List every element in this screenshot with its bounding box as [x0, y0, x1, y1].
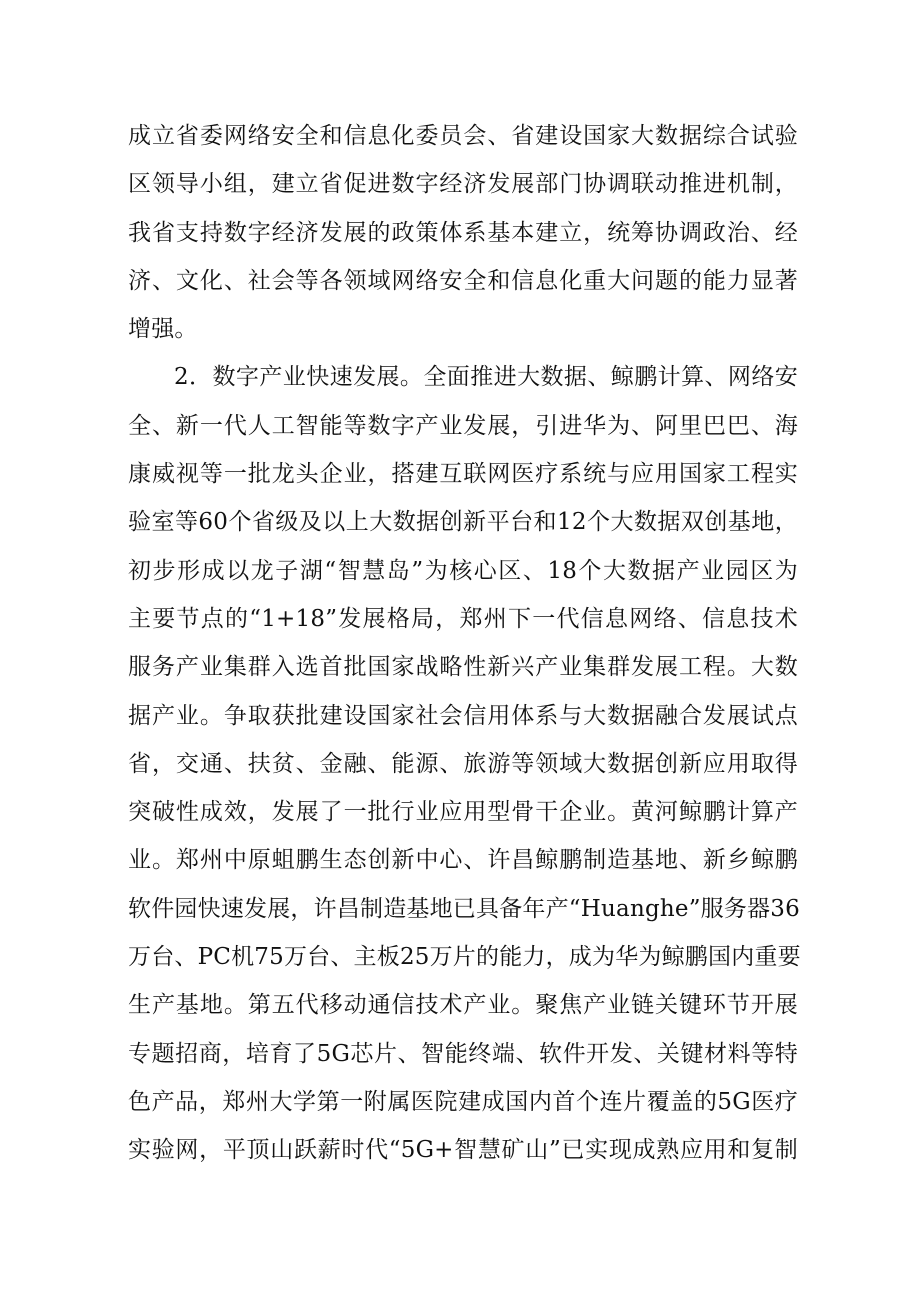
text-line-paragraph-start: 2．数字产业快速发展。全面推进大数据、鲸鹏计算、网络安 [174, 364, 798, 391]
text-line: 康威视等一批龙头企业，搭建互联网医疗系统与应用国家工程实 [128, 461, 798, 488]
text-line: 软件园快速发展，许昌制造基地已具备年产“Huanghe”服务器36 [128, 895, 800, 922]
text-line: 据产业。争取获批建设国家社会信用体系与大数据融合发展试点 [128, 702, 798, 729]
text-line: 实验网，平顶山跃薪时代“5G+智慧矿山”已实现成熟应用和复制 [128, 1137, 798, 1164]
text-line: 初步形成以龙子湖“智慧岛”为核心区、18个大数据产业园区为 [128, 557, 798, 584]
text-line: 增强。 [128, 316, 198, 343]
text-line: 我省支持数字经济发展的政策体系基本建立，统筹协调政治、经 [128, 219, 798, 246]
text-line: 验室等60个省级及以上大数据创新平台和12个大数据双创基地， [128, 509, 798, 536]
text-line: 业。郑州中原蛆鹏生态创新中心、许昌鲸鹏制造基地、新乡鲸鹏 [128, 847, 798, 874]
text-line: 服务产业集群入选首批国家战略性新兴产业集群发展工程。大数 [128, 654, 798, 681]
text-line: 万台、PC机75万台、主板25万片的能力，成为华为鲸鹏国内重要 [128, 944, 801, 971]
text-line: 生产基地。第五代移动通信技术产业。聚焦产业链关键环节开展 [128, 992, 798, 1019]
text-line: 全、新一代人工智能等数字产业发展，引进华为、阿里巴巴、海 [128, 412, 798, 439]
text-line: 济、文化、社会等各领域网络安全和信息化重大问题的能力显著 [128, 267, 798, 294]
text-line: 省，交通、扶贫、金融、能源、旅游等领域大数据创新应用取得 [128, 750, 798, 777]
text-line: 成立省委网络安全和信息化委员会、省建设国家大数据综合试验 [128, 123, 798, 149]
text-line: 色产品，郑州大学第一附属医院建成国内首个连片覆盖的5G医疗 [128, 1088, 798, 1115]
text-line: 专题招商，培育了5G芯片、智能终端、软件开发、关键材料等特 [128, 1040, 798, 1067]
text-line: 突破性成效，发展了一批行业应用型骨干企业。黄河鲸鹏计算产 [128, 799, 798, 826]
body-text [128, 112, 801, 1175]
text-line: 区领导小组，建立省促进数字经济发展部门协调联动推进机制， [128, 171, 798, 198]
text-line: 主要节点的“1+18”发展格局，郑州下一代信息网络、信息技术 [128, 605, 798, 632]
